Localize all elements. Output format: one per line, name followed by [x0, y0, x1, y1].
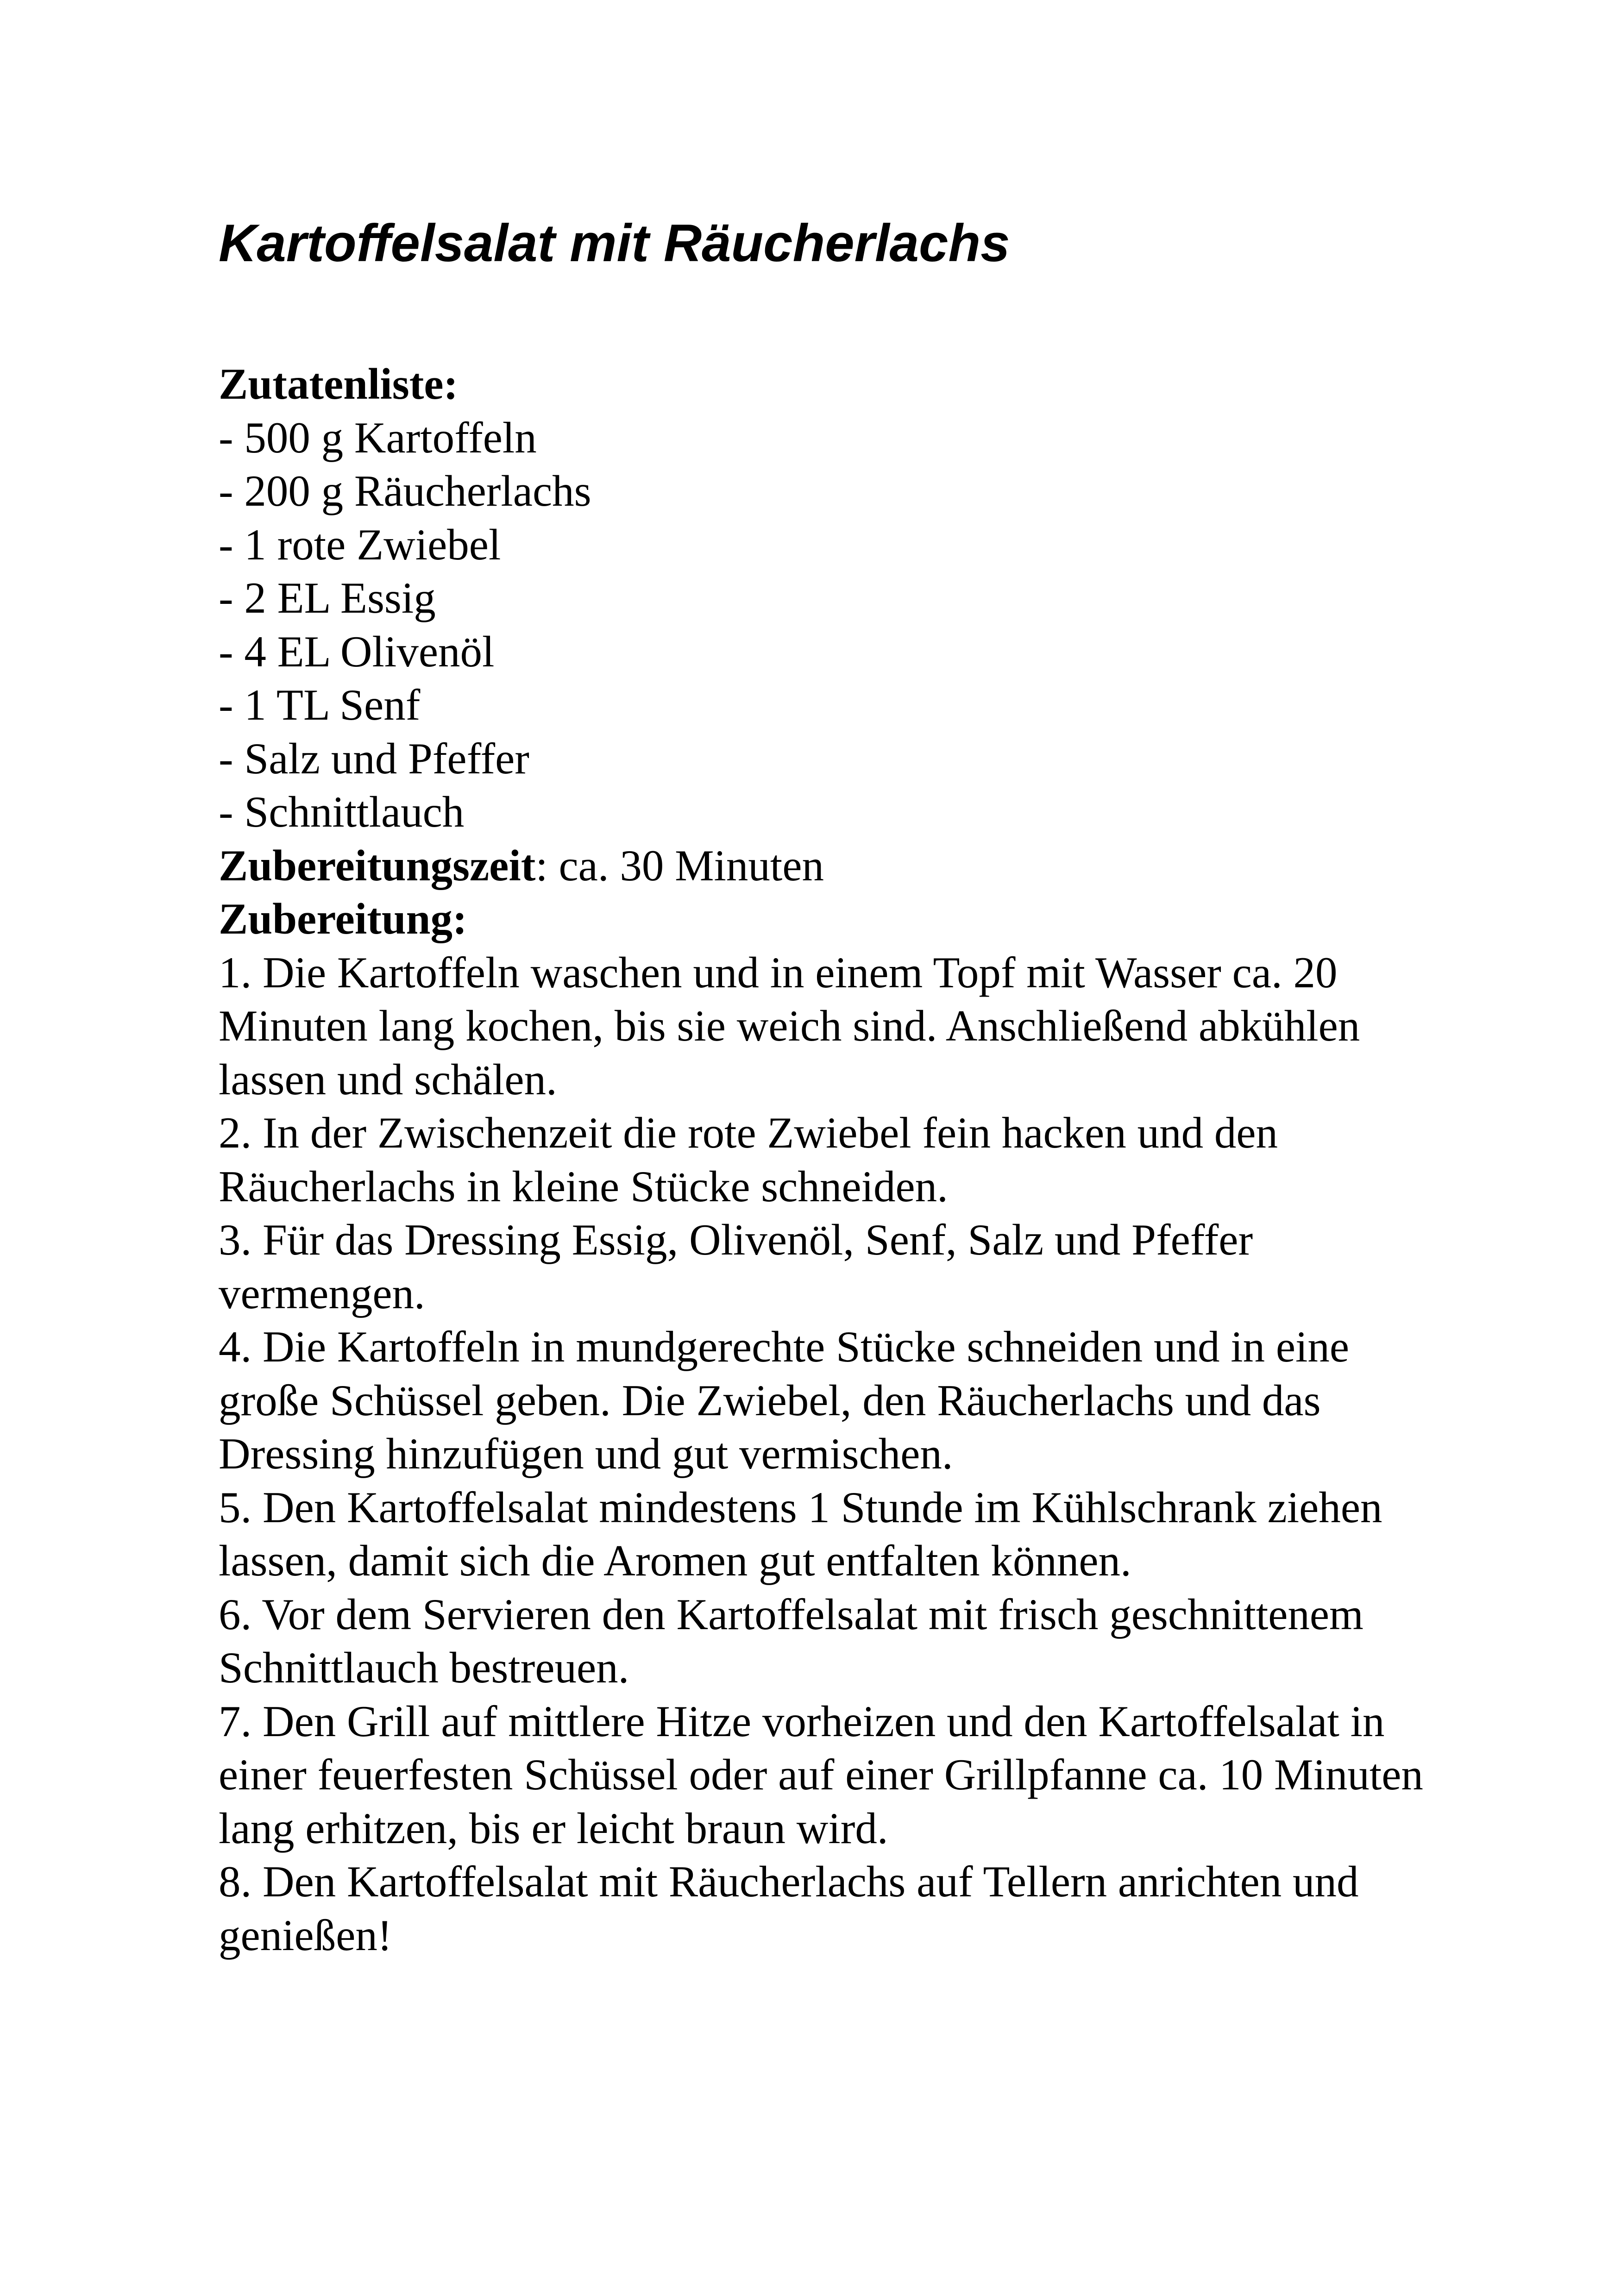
preparation-step: 7. Den Grill auf mittlere Hitze vorheizen und den Kartoffelsalat in einer feuerfesten Schüssel oder auf einer Grillpfanne ca. 10 Minuten lang erhitzen, bis er leicht braun wird.: [219, 1696, 1423, 1853]
preparation-heading: Zubereitung:: [219, 894, 467, 943]
ingredients-list: [219, 411, 1432, 839]
ingredients-heading: Zutatenliste:: [219, 359, 459, 408]
ingredient-item: - Schnittlauch: [219, 787, 465, 836]
preparation-step: 8. Den Kartoffelsalat mit Räucherlachs auf Tellern anrichten und genießen!: [219, 1857, 1359, 1960]
preparation-steps: [219, 946, 1432, 1963]
ingredient-item: - Salz und Pfeffer: [219, 734, 529, 783]
prep-time-value: : ca. 30 Minuten: [535, 841, 824, 890]
preparation-step: 2. In der Zwischenzeit die rote Zwiebel fein hacken und den Räucherlachs in kleine Stücke schneiden.: [219, 1108, 1278, 1211]
preparation-step: 5. Den Kartoffelsalat mindestens 1 Stunde im Kühlschrank ziehen lassen, damit sich die Aromen gut entfalten können.: [219, 1482, 1382, 1585]
preparation-step: 3. Für das Dressing Essig, Olivenöl, Senf, Salz und Pfeffer vermengen.: [219, 1215, 1253, 1318]
preparation-step: 4. Die Kartoffeln in mundgerechte Stücke schneiden und in eine große Schüssel geben. Die Zwiebel, den Räucherlachs und das Dressing hinzufügen und gut vermischen.: [219, 1322, 1350, 1478]
ingredient-item: - 500 g Kartoffeln: [219, 413, 537, 462]
prep-time: [219, 839, 1432, 893]
ingredient-item: - 1 rote Zwiebel: [219, 520, 501, 569]
preparation-step: 1. Die Kartoffeln waschen und in einem Topf mit Wasser ca. 20 Minuten lang kochen, bis sie weich sind. Anschließend abkühlen lassen und schälen.: [219, 947, 1360, 1104]
preparation-step: 6. Vor dem Servieren den Kartoffelsalat mit frisch geschnittenem Schnittlauch bestreuen.: [219, 1589, 1363, 1692]
prep-time-label: Zubereitungszeit: [219, 841, 536, 890]
ingredient-item: - 200 g Räucherlachs: [219, 466, 591, 515]
ingredient-item: - 4 EL Olivenöl: [219, 627, 495, 676]
recipe-content: [219, 358, 1432, 1962]
ingredient-item: - 2 EL Essig: [219, 573, 436, 622]
recipe-title: Kartoffelsalat mit Räucherlachs: [219, 214, 1010, 273]
ingredient-item: - 1 TL Senf: [219, 680, 421, 729]
